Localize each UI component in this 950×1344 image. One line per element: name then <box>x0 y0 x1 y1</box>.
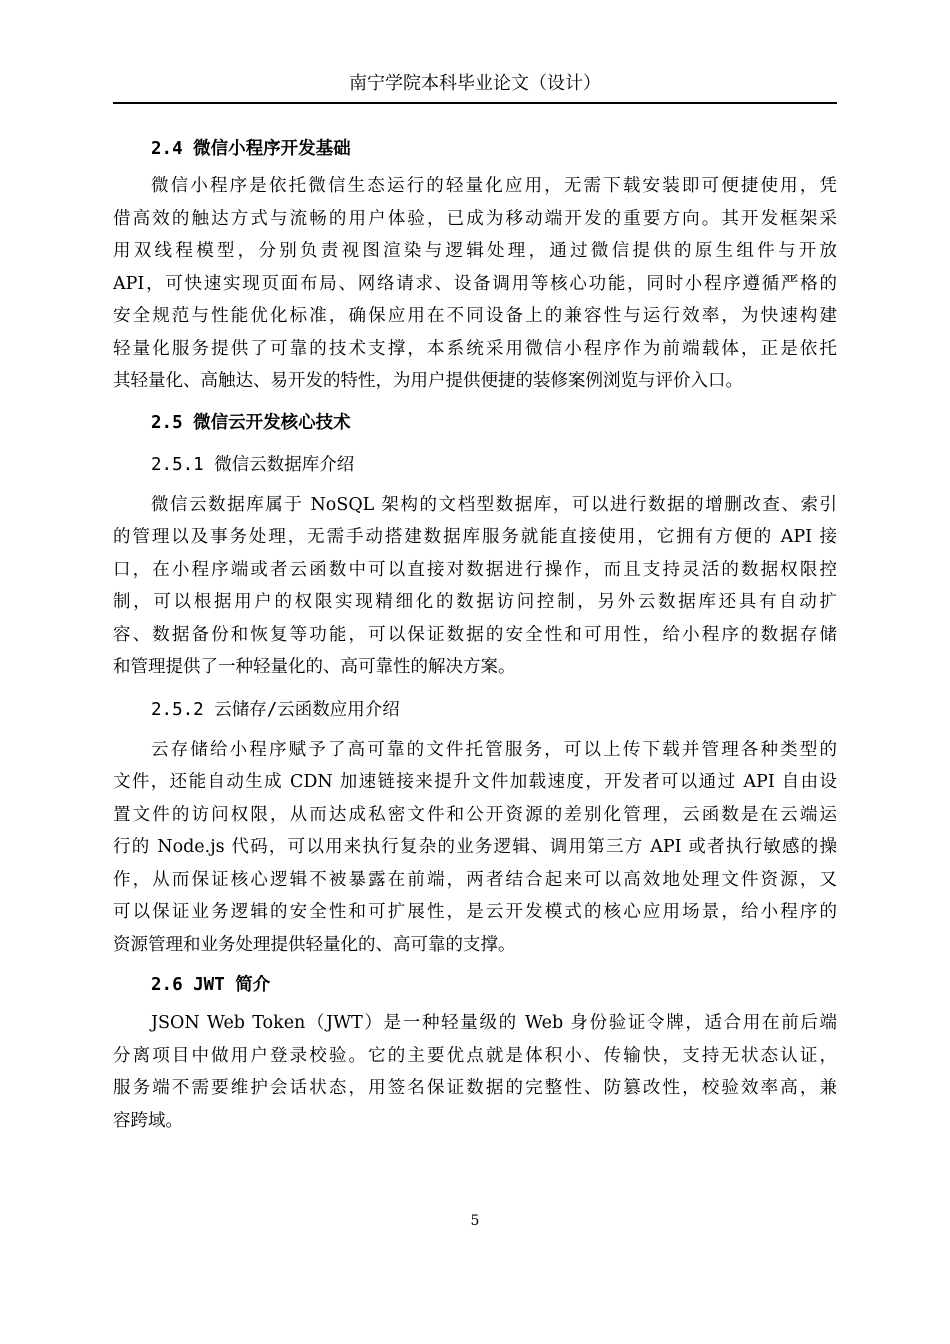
text-line: 用双线程模型，分别负责视图渲染与逻辑处理，通过微信提供的原生组件与开放 <box>113 241 837 261</box>
text-line: 借高效的触达方式与流畅的用户体验，已成为移动端开发的重要方向。其开发框架采 <box>113 208 837 229</box>
text-line: 作，从而保证核心逻辑不被暴露在前端，两者结合起来可以高效地处理文件资源，又 <box>113 869 837 890</box>
text-line: 和管理提供了一种轻量化的、高可靠性的解决方案。 <box>113 657 516 677</box>
text-line: 轻量化服务提供了可靠的技术支撑，本系统采用微信小程序作为前端载体，正是依托 <box>113 338 837 359</box>
text-line: 容跨域。 <box>113 1110 183 1131</box>
section-heading-2-4: 2.4 微信小程序开发基础 <box>151 139 351 159</box>
text-line: 制，可以根据用户的权限实现精细化的数据访问控制，另外云数据库还具有自动扩 <box>113 592 837 612</box>
subsection-heading-2-5-1: 2.5.1 微信云数据库介绍 <box>151 454 355 475</box>
text-line: 资源管理和业务处理提供轻量化的、高可靠的支撑。 <box>113 934 516 955</box>
paragraph-cloud-database <box>113 489 837 684</box>
text-line: 容、数据备份和恢复等功能，可以保证数据的安全性和可用性，给小程序的数据存储 <box>113 624 837 645</box>
page-header <box>113 72 837 104</box>
text-line: 其轻量化、高触达、易开发的特性，为用户提供便捷的装修案例浏览与评价入口。 <box>113 371 743 391</box>
text-line: 服务端不需要维护会话状态，用签名保证数据的完整性、防篡改性，校验效率高，兼 <box>113 1078 837 1098</box>
page-body <box>113 137 837 1137</box>
page-footer <box>0 1212 950 1230</box>
text-line: 微信云数据库属于 NoSQL 架构的文档型数据库，可以进行数据的增删改查、索引 <box>151 494 837 515</box>
paragraph-jwt <box>113 1007 837 1137</box>
text-line: 文件，还能自动生成 CDN 加速链接来提升文件加载速度，开发者可以通过 API 自由设 <box>113 772 837 792</box>
text-line: 可以保证业务逻辑的安全性和可扩展性，是云开发模式的核心应用场景，给小程序的 <box>113 902 837 922</box>
text-line: API，可快速实现页面布局、网络请求、设备调用等核心功能，同时小程序遵循严格的 <box>113 273 837 294</box>
header-title: 南宁学院本科毕业论文（设计） <box>349 73 601 94</box>
page-number: 5 <box>470 1213 480 1229</box>
section-heading-2-5: 2.5 微信云开发核心技术 <box>151 412 351 433</box>
paragraph-cloud-storage-functions <box>113 734 837 962</box>
text-line: 的管理以及事务处理，无需手动搭建数据库服务就能直接使用，它拥有方便的 API 接 <box>113 527 837 547</box>
text-line: 分离项目中做用户登录校验。它的主要优点就是体积小、传输快，支持无状态认证， <box>113 1045 837 1066</box>
text-line: 口，在小程序端或者云函数中可以直接对数据进行操作，而且支持灵活的数据权限控 <box>113 559 837 580</box>
section-heading-2-6: 2.6 JWT 简介 <box>151 975 271 995</box>
paragraph-miniprogram <box>113 170 837 398</box>
text-line: 微信小程序是依托微信生态运行的轻量化应用，无需下载安装即可便捷使用，凭 <box>151 176 837 196</box>
text-line: 安全规范与性能优化标准，确保应用在不同设备上的兼容性与运行效率，为快速构建 <box>113 306 837 326</box>
text-line: JSON Web Token（JWT）是一种轻量级的 Web 身份验证令牌，适合用在前后端 <box>151 1013 837 1033</box>
text-line: 云存储给小程序赋予了高可靠的文件托管服务，可以上传下载并管理各种类型的 <box>151 739 837 760</box>
text-line: 行的 Node.js 代码，可以用来执行复杂的业务逻辑、调用第三方 API 或者执行敏感的操 <box>113 837 837 857</box>
subsection-heading-2-5-2: 2.5.2 云储存/云函数应用介绍 <box>151 699 400 720</box>
text-line: 置文件的访问权限，从而达成私密文件和公开资源的差别化管理，云函数是在云端运 <box>113 804 837 825</box>
